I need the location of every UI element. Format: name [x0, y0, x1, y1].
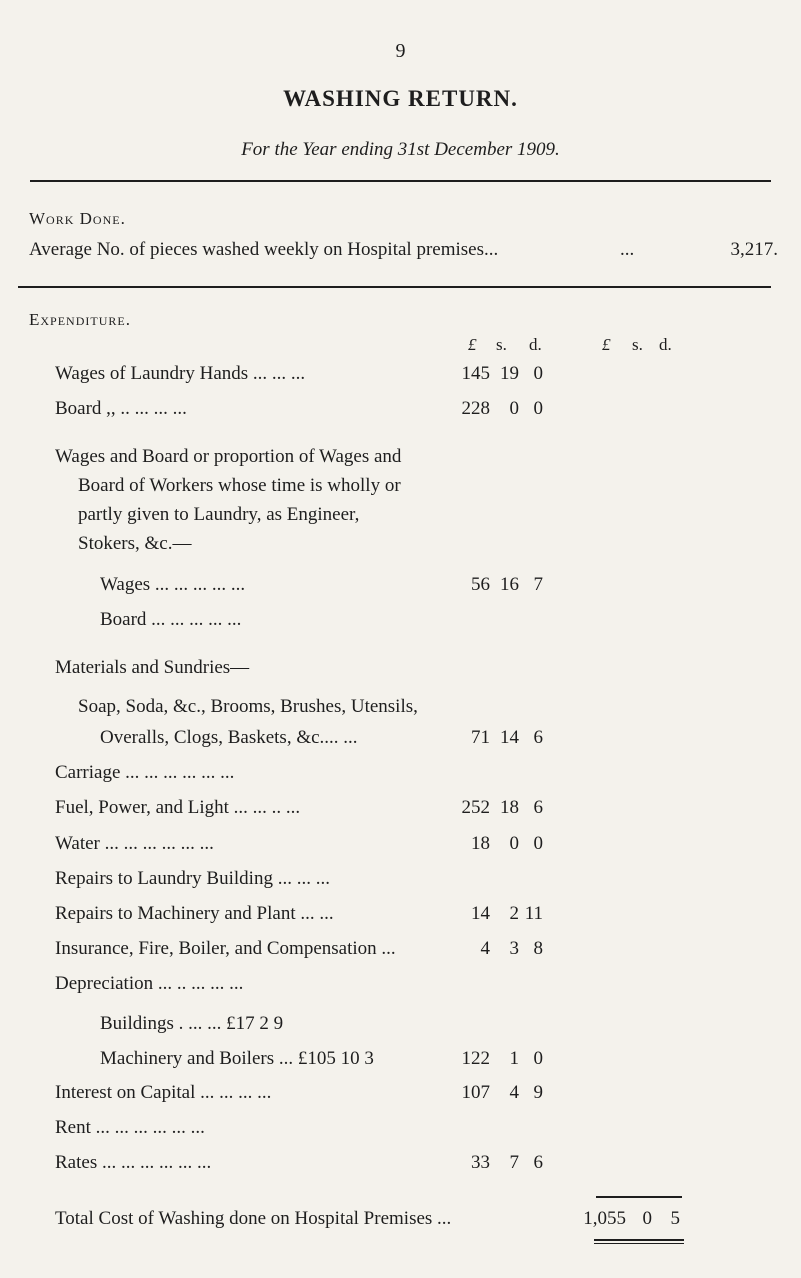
- page-number: 9: [395, 40, 406, 62]
- item-label: Wages of Laundry Hands ... ... ...: [55, 363, 306, 384]
- item-pounds: 71: [471, 727, 490, 748]
- total-pounds: 1,055: [583, 1208, 626, 1229]
- item-pence: 6: [533, 727, 543, 748]
- item-pounds: 122: [461, 1048, 490, 1069]
- item-shillings: 1: [509, 1048, 519, 1069]
- item-label: Repairs to Laundry Building ... ... ...: [55, 868, 330, 889]
- item-label: Board ... ... ... ... ...: [100, 609, 242, 630]
- item-pounds: 4: [480, 938, 490, 959]
- total-double-rule: [594, 1243, 684, 1244]
- item-label: Overalls, Clogs, Baskets, &c.... ...: [100, 727, 358, 748]
- total-pence: 5: [670, 1208, 680, 1229]
- item-label: Board ,, .. ... ... ...: [55, 398, 187, 419]
- item-label: Soap, Soda, &c., Brooms, Brushes, Utensils,: [78, 696, 418, 717]
- item-label: Machinery and Boilers ... £105 10 3: [100, 1048, 374, 1069]
- col2-pound-header: £: [602, 335, 611, 354]
- item-label: Depreciation ... .. ... ... ...: [55, 973, 244, 994]
- item-pence: 0: [533, 363, 543, 384]
- total-shillings: 0: [642, 1208, 652, 1229]
- work-done-value: 3,217.: [730, 239, 778, 260]
- item-label: Materials and Sundries—: [55, 657, 250, 678]
- work-done-leaders: ...: [620, 239, 635, 260]
- item-shillings: 18: [500, 797, 519, 818]
- item-pounds: 107: [461, 1082, 490, 1103]
- expenditure-heading: Expenditure.: [29, 310, 131, 329]
- item-shillings: 7: [509, 1152, 519, 1173]
- item-label: partly given to Laundry, as Engineer,: [78, 504, 360, 525]
- item-pence: 9: [533, 1082, 543, 1103]
- col2-pence-header: d.: [659, 335, 672, 354]
- divider-rule: [18, 286, 771, 288]
- work-done-line: Average No. of pieces washed weekly on Hospital premises...: [29, 239, 499, 260]
- item-label: Interest on Capital ... ... ... ...: [55, 1082, 272, 1103]
- item-label: Wages and Board or proportion of Wages and: [55, 446, 402, 467]
- item-label: Wages ... ... ... ... ...: [100, 574, 246, 595]
- item-label: Rent ... ... ... ... ... ...: [55, 1117, 205, 1138]
- item-pence: 6: [533, 797, 543, 818]
- item-label: Fuel, Power, and Light ... ... .. ...: [55, 797, 301, 818]
- item-pounds: 56: [471, 574, 490, 595]
- total-label: Total Cost of Washing done on Hospital Premises ...: [55, 1208, 452, 1229]
- item-pounds: 14: [471, 903, 490, 924]
- item-shillings: 2: [509, 903, 519, 924]
- item-shillings: 0: [509, 398, 519, 419]
- item-pounds: 145: [461, 363, 490, 384]
- total-double-rule: [594, 1239, 684, 1241]
- page-subtitle: For the Year ending 31st December 1909.: [241, 139, 560, 160]
- item-pence: 11: [524, 903, 543, 924]
- item-pence: 0: [533, 1048, 543, 1069]
- item-pence: 0: [533, 398, 543, 419]
- item-pence: 8: [533, 938, 543, 959]
- item-pounds: 18: [471, 833, 490, 854]
- col2-shilling-header: s.: [632, 335, 643, 354]
- col1-pence-header: d.: [529, 335, 542, 354]
- item-shillings: 4: [509, 1082, 519, 1103]
- item-shillings: 19: [500, 363, 519, 384]
- item-pence: 6: [533, 1152, 543, 1173]
- item-pence: 7: [533, 574, 543, 595]
- item-label: Rates ... ... ... ... ... ...: [55, 1152, 212, 1173]
- item-label: Water ... ... ... ... ... ...: [55, 833, 214, 854]
- total-rule-top: [596, 1196, 682, 1198]
- item-label: Board of Workers whose time is wholly or: [78, 475, 401, 496]
- item-pounds: 228: [461, 398, 490, 419]
- page-title: WASHING RETURN.: [283, 86, 518, 111]
- item-shillings: 14: [500, 727, 519, 748]
- item-shillings: 0: [509, 833, 519, 854]
- col1-pound-header: £: [468, 335, 477, 354]
- item-label: Repairs to Machinery and Plant ... ...: [55, 903, 334, 924]
- item-pence: 0: [533, 833, 543, 854]
- item-label: Buildings . ... ... £17 2 9: [100, 1013, 284, 1034]
- work-done-heading: Work Done.: [29, 209, 126, 228]
- item-shillings: 3: [509, 938, 519, 959]
- item-label: Carriage ... ... ... ... ... ...: [55, 762, 235, 783]
- item-pounds: 33: [471, 1152, 490, 1173]
- item-label: Insurance, Fire, Boiler, and Compensation ...: [55, 938, 396, 959]
- col1-shilling-header: s.: [496, 335, 507, 354]
- item-pounds: 252: [461, 797, 490, 818]
- item-label: Stokers, &c.—: [78, 533, 192, 554]
- divider-rule: [30, 180, 771, 182]
- item-shillings: 16: [500, 574, 519, 595]
